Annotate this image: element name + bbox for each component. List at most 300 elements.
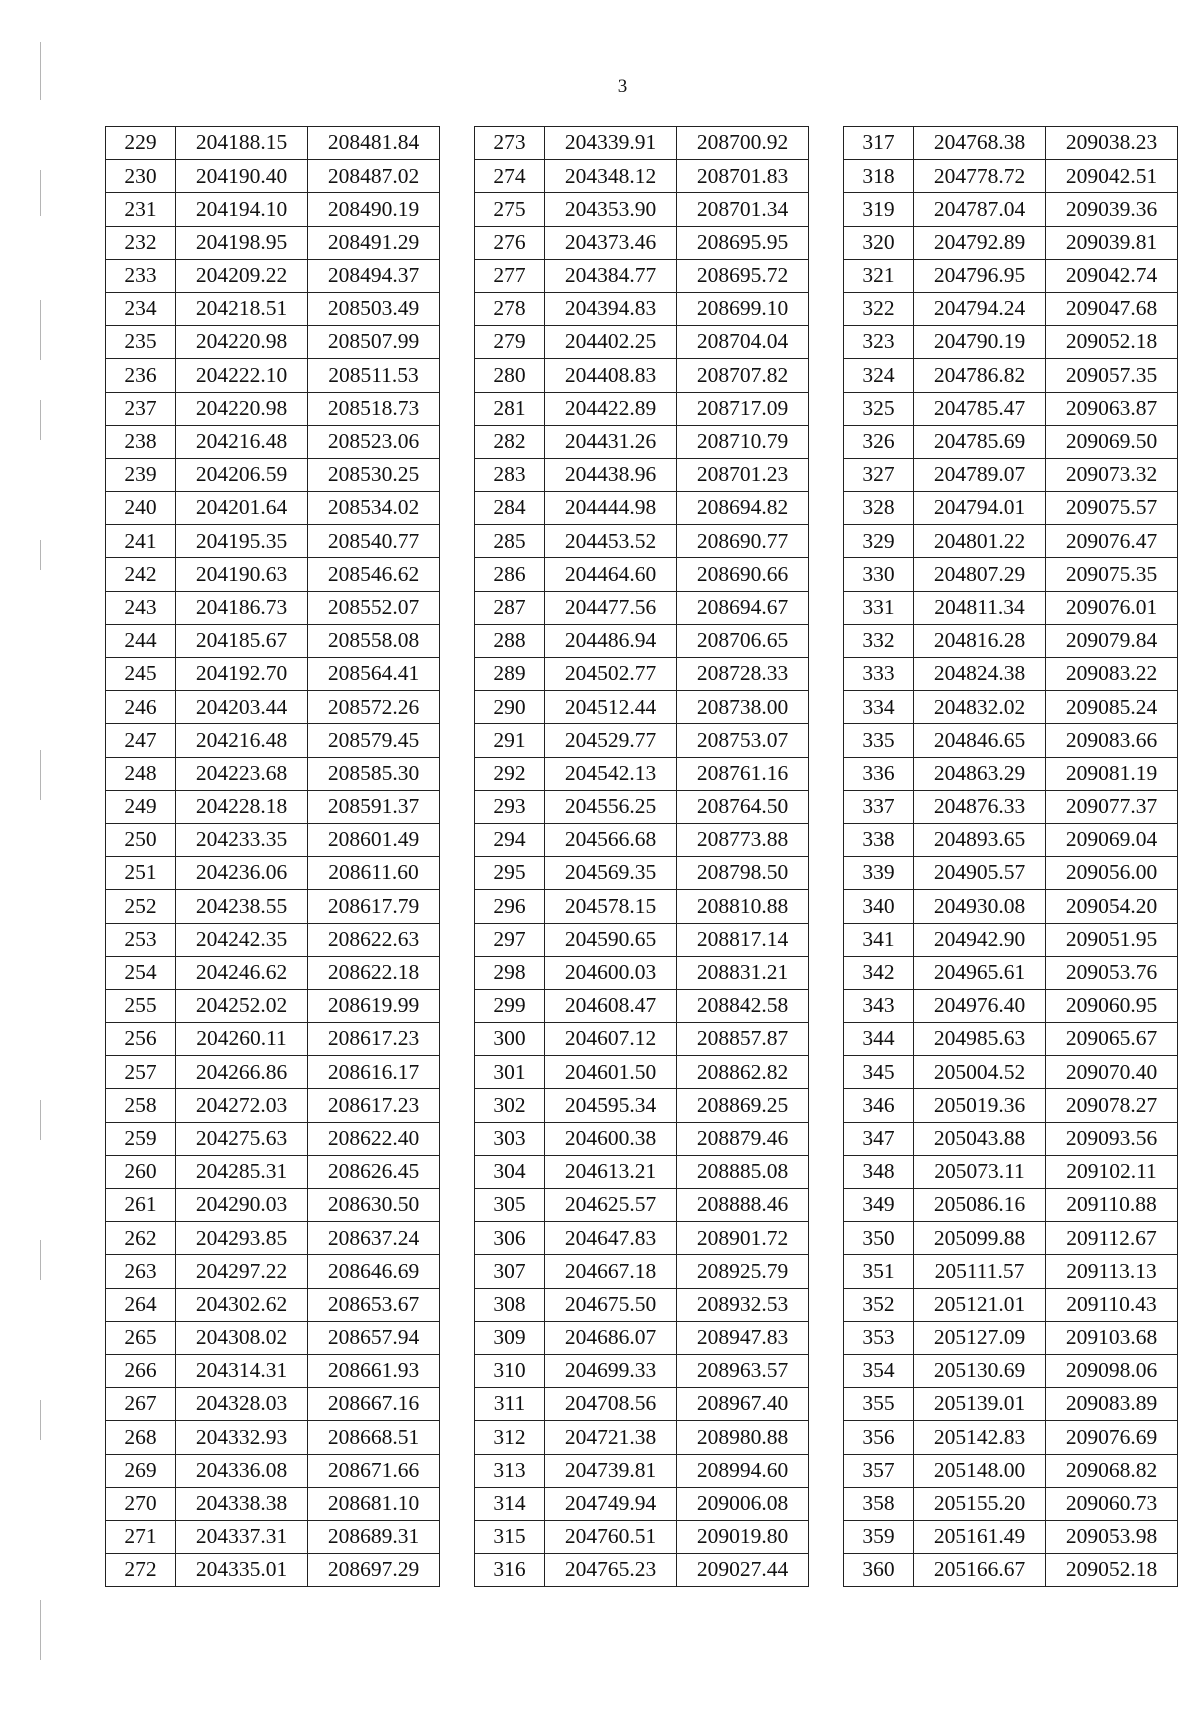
y-coordinate-cell: 209047.68 <box>1046 292 1178 325</box>
table-row <box>844 1487 1178 1520</box>
point-number-cell: 349 <box>844 1189 914 1222</box>
x-coordinate-cell: 204760.51 <box>545 1520 677 1553</box>
y-coordinate-cell: 208704.04 <box>677 326 809 359</box>
y-coordinate-cell: 208490.19 <box>308 193 440 226</box>
x-coordinate-cell: 204816.28 <box>914 624 1046 657</box>
y-coordinate-cell: 209042.74 <box>1046 259 1178 292</box>
x-coordinate-cell: 204647.83 <box>545 1222 677 1255</box>
table-row <box>106 890 440 923</box>
x-coordinate-cell: 204206.59 <box>176 458 308 491</box>
y-coordinate-cell: 208857.87 <box>677 1023 809 1056</box>
y-coordinate-cell: 208601.49 <box>308 823 440 856</box>
table-row <box>475 591 809 624</box>
point-number-cell: 326 <box>844 425 914 458</box>
table-row <box>106 359 440 392</box>
y-coordinate-cell: 209076.69 <box>1046 1421 1178 1454</box>
y-coordinate-cell: 209069.50 <box>1046 425 1178 458</box>
y-coordinate-cell: 208552.07 <box>308 591 440 624</box>
y-coordinate-cell: 209081.19 <box>1046 757 1178 790</box>
y-coordinate-cell: 209019.80 <box>677 1520 809 1553</box>
x-coordinate-cell: 204216.48 <box>176 425 308 458</box>
table-row <box>844 193 1178 226</box>
y-coordinate-cell: 209042.51 <box>1046 160 1178 193</box>
point-number-cell: 231 <box>106 193 176 226</box>
scan-mark <box>40 42 41 100</box>
x-coordinate-cell: 204595.34 <box>545 1089 677 1122</box>
table-row <box>844 160 1178 193</box>
point-number-cell: 358 <box>844 1487 914 1520</box>
table-row <box>106 1354 440 1387</box>
y-coordinate-cell: 208622.40 <box>308 1122 440 1155</box>
x-coordinate-cell: 204578.15 <box>545 890 677 923</box>
point-number-cell: 334 <box>844 691 914 724</box>
table-row <box>844 1155 1178 1188</box>
table-row <box>844 127 1178 160</box>
table-row <box>844 658 1178 691</box>
y-coordinate-cell: 208564.41 <box>308 658 440 691</box>
x-coordinate-cell: 205004.52 <box>914 1056 1046 1089</box>
x-coordinate-cell: 204721.38 <box>545 1421 677 1454</box>
point-number-cell: 347 <box>844 1122 914 1155</box>
x-coordinate-cell: 204590.65 <box>545 923 677 956</box>
y-coordinate-cell: 209069.04 <box>1046 823 1178 856</box>
scan-mark <box>40 1100 41 1140</box>
x-coordinate-cell: 204787.04 <box>914 193 1046 226</box>
y-coordinate-cell: 208699.10 <box>677 292 809 325</box>
x-coordinate-cell: 204192.70 <box>176 658 308 691</box>
point-number-cell: 250 <box>106 823 176 856</box>
point-number-cell: 272 <box>106 1554 176 1587</box>
point-number-cell: 267 <box>106 1388 176 1421</box>
y-coordinate-cell: 209053.76 <box>1046 956 1178 989</box>
y-coordinate-cell: 208710.79 <box>677 425 809 458</box>
table-row <box>475 558 809 591</box>
table-row <box>475 1189 809 1222</box>
table-row <box>106 392 440 425</box>
y-coordinate-cell: 209112.67 <box>1046 1222 1178 1255</box>
y-coordinate-cell: 208630.50 <box>308 1189 440 1222</box>
point-number-cell: 260 <box>106 1155 176 1188</box>
point-number-cell: 306 <box>475 1222 545 1255</box>
x-coordinate-cell: 204976.40 <box>914 989 1046 1022</box>
point-number-cell: 280 <box>475 359 545 392</box>
y-coordinate-cell: 209113.13 <box>1046 1255 1178 1288</box>
x-coordinate-cell: 204667.18 <box>545 1255 677 1288</box>
table-row <box>844 1454 1178 1487</box>
point-number-cell: 311 <box>475 1388 545 1421</box>
table-row <box>475 1089 809 1122</box>
x-coordinate-cell: 205130.69 <box>914 1354 1046 1387</box>
y-coordinate-cell: 208534.02 <box>308 492 440 525</box>
table-row <box>475 624 809 657</box>
table-row <box>106 790 440 823</box>
x-coordinate-cell: 204353.90 <box>545 193 677 226</box>
point-number-cell: 296 <box>475 890 545 923</box>
point-number-cell: 246 <box>106 691 176 724</box>
table-row <box>844 359 1178 392</box>
table-row <box>844 923 1178 956</box>
point-number-cell: 336 <box>844 757 914 790</box>
x-coordinate-cell: 205019.36 <box>914 1089 1046 1122</box>
y-coordinate-cell: 208617.23 <box>308 1023 440 1056</box>
x-coordinate-cell: 204749.94 <box>545 1487 677 1520</box>
y-coordinate-cell: 209103.68 <box>1046 1321 1178 1354</box>
point-number-cell: 286 <box>475 558 545 591</box>
y-coordinate-cell: 208700.92 <box>677 127 809 160</box>
y-coordinate-cell: 209083.89 <box>1046 1388 1178 1421</box>
y-coordinate-cell: 209076.01 <box>1046 591 1178 624</box>
x-coordinate-cell: 204625.57 <box>545 1189 677 1222</box>
table-row <box>475 1388 809 1421</box>
x-coordinate-cell: 204188.15 <box>176 127 308 160</box>
point-number-cell: 241 <box>106 525 176 558</box>
point-number-cell: 304 <box>475 1155 545 1188</box>
x-coordinate-cell: 204384.77 <box>545 259 677 292</box>
x-coordinate-cell: 204209.22 <box>176 259 308 292</box>
table-row <box>844 492 1178 525</box>
table-row <box>106 624 440 657</box>
point-number-cell: 248 <box>106 757 176 790</box>
y-coordinate-cell: 209110.43 <box>1046 1288 1178 1321</box>
point-number-cell: 281 <box>475 392 545 425</box>
table-row <box>106 691 440 724</box>
x-coordinate-cell: 204512.44 <box>545 691 677 724</box>
x-coordinate-cell: 204832.02 <box>914 691 1046 724</box>
y-coordinate-cell: 208888.46 <box>677 1189 809 1222</box>
x-coordinate-cell: 204293.85 <box>176 1222 308 1255</box>
point-number-cell: 237 <box>106 392 176 425</box>
point-number-cell: 239 <box>106 458 176 491</box>
x-coordinate-cell: 204220.98 <box>176 392 308 425</box>
table-row <box>844 1255 1178 1288</box>
y-coordinate-cell: 209051.95 <box>1046 923 1178 956</box>
y-coordinate-cell: 208842.58 <box>677 989 809 1022</box>
x-coordinate-cell: 204794.24 <box>914 292 1046 325</box>
x-coordinate-cell: 204272.03 <box>176 1089 308 1122</box>
y-coordinate-cell: 208611.60 <box>308 857 440 890</box>
point-number-cell: 348 <box>844 1155 914 1188</box>
point-number-cell: 255 <box>106 989 176 1022</box>
y-coordinate-cell: 209065.67 <box>1046 1023 1178 1056</box>
table-row <box>106 1089 440 1122</box>
x-coordinate-cell: 204556.25 <box>545 790 677 823</box>
x-coordinate-cell: 204394.83 <box>545 292 677 325</box>
point-number-cell: 305 <box>475 1189 545 1222</box>
x-coordinate-cell: 205139.01 <box>914 1388 1046 1421</box>
table-row <box>106 724 440 757</box>
table-row <box>106 757 440 790</box>
table-row <box>106 259 440 292</box>
y-coordinate-cell: 208862.82 <box>677 1056 809 1089</box>
table-row <box>106 558 440 591</box>
x-coordinate-cell: 205142.83 <box>914 1421 1046 1454</box>
table-row <box>475 259 809 292</box>
y-coordinate-cell: 209063.87 <box>1046 392 1178 425</box>
y-coordinate-cell: 209060.95 <box>1046 989 1178 1022</box>
point-number-cell: 229 <box>106 127 176 160</box>
point-number-cell: 259 <box>106 1122 176 1155</box>
y-coordinate-cell: 208546.62 <box>308 558 440 591</box>
table-row <box>106 823 440 856</box>
point-number-cell: 233 <box>106 259 176 292</box>
scan-mark <box>40 170 41 216</box>
table-row <box>844 989 1178 1022</box>
x-coordinate-cell: 204863.29 <box>914 757 1046 790</box>
y-coordinate-cell: 208591.37 <box>308 790 440 823</box>
y-coordinate-cell: 209075.35 <box>1046 558 1178 591</box>
x-coordinate-cell: 204765.23 <box>545 1554 677 1587</box>
y-coordinate-cell: 208626.45 <box>308 1155 440 1188</box>
x-coordinate-cell: 204373.46 <box>545 226 677 259</box>
table-row <box>844 624 1178 657</box>
point-number-cell: 243 <box>106 591 176 624</box>
point-number-cell: 351 <box>844 1255 914 1288</box>
x-coordinate-cell: 204807.29 <box>914 558 1046 591</box>
point-number-cell: 318 <box>844 160 914 193</box>
table-row <box>844 392 1178 425</box>
table-row <box>106 1255 440 1288</box>
y-coordinate-cell: 208616.17 <box>308 1056 440 1089</box>
x-coordinate-cell: 205155.20 <box>914 1487 1046 1520</box>
point-number-cell: 353 <box>844 1321 914 1354</box>
x-coordinate-cell: 204699.33 <box>545 1354 677 1387</box>
point-number-cell: 277 <box>475 259 545 292</box>
y-coordinate-cell: 209083.66 <box>1046 724 1178 757</box>
y-coordinate-cell: 208885.08 <box>677 1155 809 1188</box>
x-coordinate-cell: 204275.63 <box>176 1122 308 1155</box>
y-coordinate-cell: 209057.35 <box>1046 359 1178 392</box>
point-number-cell: 261 <box>106 1189 176 1222</box>
y-coordinate-cell: 208503.49 <box>308 292 440 325</box>
table-row <box>106 1288 440 1321</box>
y-coordinate-cell: 208869.25 <box>677 1089 809 1122</box>
point-number-cell: 254 <box>106 956 176 989</box>
table-row <box>475 1255 809 1288</box>
x-coordinate-cell: 205086.16 <box>914 1189 1046 1222</box>
table-row <box>475 193 809 226</box>
table-row <box>844 1056 1178 1089</box>
point-number-cell: 247 <box>106 724 176 757</box>
y-coordinate-cell: 208558.08 <box>308 624 440 657</box>
table-row <box>106 292 440 325</box>
table-row <box>106 591 440 624</box>
x-coordinate-cell: 204477.56 <box>545 591 677 624</box>
x-coordinate-cell: 204905.57 <box>914 857 1046 890</box>
point-number-cell: 275 <box>475 193 545 226</box>
x-coordinate-cell: 205043.88 <box>914 1122 1046 1155</box>
x-coordinate-cell: 204790.19 <box>914 326 1046 359</box>
table-row <box>475 757 809 790</box>
point-number-cell: 258 <box>106 1089 176 1122</box>
table-row <box>844 558 1178 591</box>
table-row <box>106 989 440 1022</box>
table-row <box>844 1089 1178 1122</box>
point-number-cell: 282 <box>475 425 545 458</box>
table-row <box>106 492 440 525</box>
point-number-cell: 293 <box>475 790 545 823</box>
table-row <box>844 857 1178 890</box>
x-coordinate-cell: 204242.35 <box>176 923 308 956</box>
point-number-cell: 327 <box>844 458 914 491</box>
point-number-cell: 294 <box>475 823 545 856</box>
x-coordinate-cell: 204438.96 <box>545 458 677 491</box>
table-row <box>475 226 809 259</box>
point-number-cell: 287 <box>475 591 545 624</box>
point-number-cell: 273 <box>475 127 545 160</box>
y-coordinate-cell: 208925.79 <box>677 1255 809 1288</box>
y-coordinate-cell: 209068.82 <box>1046 1454 1178 1487</box>
point-number-cell: 235 <box>106 326 176 359</box>
table-row <box>106 1421 440 1454</box>
point-number-cell: 236 <box>106 359 176 392</box>
point-number-cell: 309 <box>475 1321 545 1354</box>
point-number-cell: 328 <box>844 492 914 525</box>
y-coordinate-cell: 208619.99 <box>308 989 440 1022</box>
x-coordinate-cell: 204337.31 <box>176 1520 308 1553</box>
point-number-cell: 330 <box>844 558 914 591</box>
point-number-cell: 335 <box>844 724 914 757</box>
point-number-cell: 324 <box>844 359 914 392</box>
y-coordinate-cell: 208761.16 <box>677 757 809 790</box>
table-row <box>475 890 809 923</box>
point-number-cell: 253 <box>106 923 176 956</box>
x-coordinate-cell: 204348.12 <box>545 160 677 193</box>
x-coordinate-cell: 204601.50 <box>545 1056 677 1089</box>
y-coordinate-cell: 208963.57 <box>677 1354 809 1387</box>
x-coordinate-cell: 204708.56 <box>545 1388 677 1421</box>
point-number-cell: 295 <box>475 857 545 890</box>
y-coordinate-cell: 208617.23 <box>308 1089 440 1122</box>
y-coordinate-cell: 208994.60 <box>677 1454 809 1487</box>
point-number-cell: 325 <box>844 392 914 425</box>
table-row <box>844 326 1178 359</box>
x-coordinate-cell: 204785.47 <box>914 392 1046 425</box>
point-number-cell: 360 <box>844 1554 914 1587</box>
point-number-cell: 313 <box>475 1454 545 1487</box>
x-coordinate-cell: 205073.11 <box>914 1155 1046 1188</box>
x-coordinate-cell: 204566.68 <box>545 823 677 856</box>
y-coordinate-cell: 208932.53 <box>677 1288 809 1321</box>
y-coordinate-cell: 209039.81 <box>1046 226 1178 259</box>
x-coordinate-cell: 204290.03 <box>176 1189 308 1222</box>
coordinate-table-2-wrap <box>474 126 809 1587</box>
y-coordinate-cell: 208690.66 <box>677 558 809 591</box>
y-coordinate-cell: 208667.16 <box>308 1388 440 1421</box>
table-row <box>106 1520 440 1553</box>
point-number-cell: 344 <box>844 1023 914 1056</box>
y-coordinate-cell: 208798.50 <box>677 857 809 890</box>
point-number-cell: 297 <box>475 923 545 956</box>
point-number-cell: 310 <box>475 1354 545 1387</box>
table-row <box>475 525 809 558</box>
table-row <box>106 923 440 956</box>
x-coordinate-cell: 204796.95 <box>914 259 1046 292</box>
y-coordinate-cell: 209093.56 <box>1046 1122 1178 1155</box>
table-row <box>475 1454 809 1487</box>
x-coordinate-cell: 204203.44 <box>176 691 308 724</box>
table-row <box>106 1056 440 1089</box>
x-coordinate-cell: 204792.89 <box>914 226 1046 259</box>
y-coordinate-cell: 208706.65 <box>677 624 809 657</box>
y-coordinate-cell: 208817.14 <box>677 923 809 956</box>
x-coordinate-cell: 204220.98 <box>176 326 308 359</box>
y-coordinate-cell: 208728.33 <box>677 658 809 691</box>
y-coordinate-cell: 209056.00 <box>1046 857 1178 890</box>
y-coordinate-cell: 208518.73 <box>308 392 440 425</box>
x-coordinate-cell: 204228.18 <box>176 790 308 823</box>
point-number-cell: 288 <box>475 624 545 657</box>
point-number-cell: 266 <box>106 1354 176 1387</box>
table-row <box>106 857 440 890</box>
x-coordinate-cell: 204185.67 <box>176 624 308 657</box>
scan-mark <box>40 400 41 440</box>
y-coordinate-cell: 208681.10 <box>308 1487 440 1520</box>
table-row <box>475 1520 809 1553</box>
y-coordinate-cell: 209079.84 <box>1046 624 1178 657</box>
table-row <box>844 890 1178 923</box>
x-coordinate-cell: 204811.34 <box>914 591 1046 624</box>
table-row <box>106 1155 440 1188</box>
point-number-cell: 234 <box>106 292 176 325</box>
table-row <box>106 1189 440 1222</box>
x-coordinate-cell: 204308.02 <box>176 1321 308 1354</box>
coordinate-table <box>843 126 1178 1587</box>
x-coordinate-cell: 205111.57 <box>914 1255 1046 1288</box>
table-row <box>106 1554 440 1587</box>
y-coordinate-cell: 209073.32 <box>1046 458 1178 491</box>
x-coordinate-cell: 204789.07 <box>914 458 1046 491</box>
point-number-cell: 244 <box>106 624 176 657</box>
x-coordinate-cell: 204328.03 <box>176 1388 308 1421</box>
table-row <box>844 1520 1178 1553</box>
table-row <box>844 724 1178 757</box>
point-number-cell: 356 <box>844 1421 914 1454</box>
x-coordinate-cell: 204569.35 <box>545 857 677 890</box>
y-coordinate-cell: 208694.82 <box>677 492 809 525</box>
table-row <box>475 458 809 491</box>
y-coordinate-cell: 208487.02 <box>308 160 440 193</box>
table-row <box>106 226 440 259</box>
table-row <box>475 658 809 691</box>
y-coordinate-cell: 208530.25 <box>308 458 440 491</box>
point-number-cell: 268 <box>106 1421 176 1454</box>
point-number-cell: 271 <box>106 1520 176 1553</box>
table-row <box>106 1222 440 1255</box>
table-row <box>106 1321 440 1354</box>
y-coordinate-cell: 209006.08 <box>677 1487 809 1520</box>
table-row <box>844 458 1178 491</box>
x-coordinate-cell: 204778.72 <box>914 160 1046 193</box>
x-coordinate-cell: 204190.63 <box>176 558 308 591</box>
point-number-cell: 307 <box>475 1255 545 1288</box>
point-number-cell: 256 <box>106 1023 176 1056</box>
point-number-cell: 284 <box>475 492 545 525</box>
table-row <box>844 1222 1178 1255</box>
y-coordinate-cell: 208646.69 <box>308 1255 440 1288</box>
x-coordinate-cell: 204785.69 <box>914 425 1046 458</box>
point-number-cell: 252 <box>106 890 176 923</box>
x-coordinate-cell: 204464.60 <box>545 558 677 591</box>
table-row <box>844 259 1178 292</box>
table-row <box>844 425 1178 458</box>
x-coordinate-cell: 204942.90 <box>914 923 1046 956</box>
point-number-cell: 291 <box>475 724 545 757</box>
table-row <box>106 1023 440 1056</box>
table-row <box>844 1354 1178 1387</box>
table-row <box>475 823 809 856</box>
x-coordinate-cell: 204314.31 <box>176 1354 308 1387</box>
y-coordinate-cell: 209075.57 <box>1046 492 1178 525</box>
